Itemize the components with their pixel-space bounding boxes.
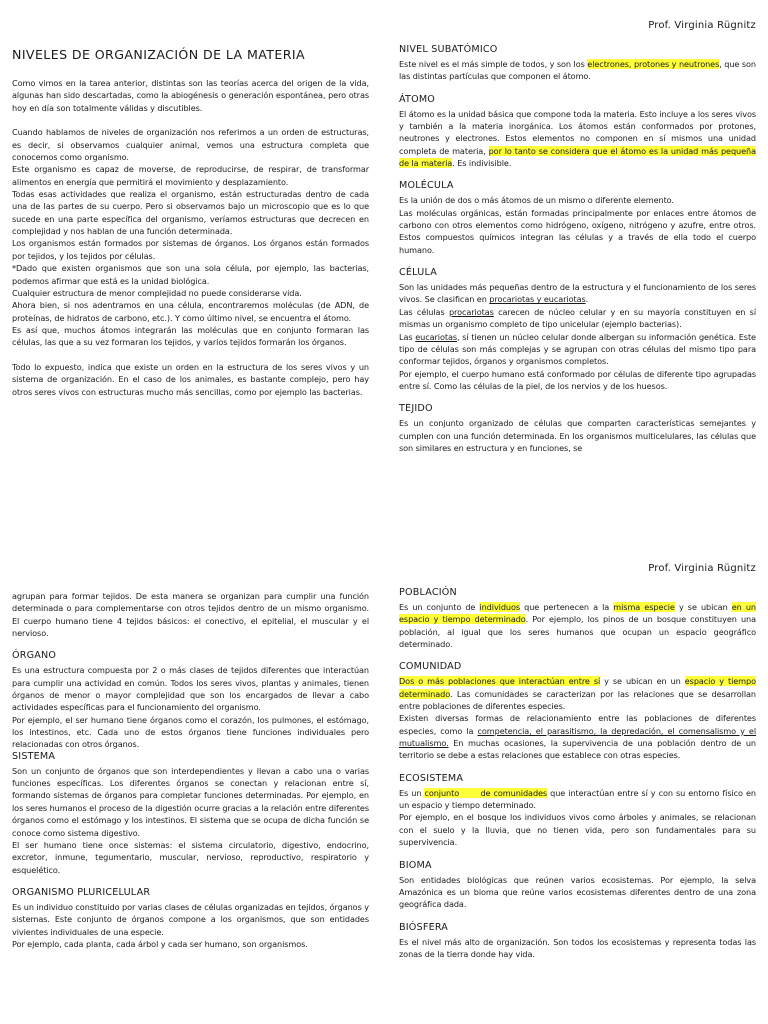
section-heading: MOLÉCULA (399, 180, 454, 192)
section-paragraph (399, 108, 756, 170)
intro-paragraph: Como vimos en la tarea anterior, distintas son las teorías acerca del origen de la vida, algunas han sido descartadas, como la abiogénesis o generación espontánea, pero otras hoy en día son totalmente válidas y discutibles. (12, 78, 369, 113)
right-column (399, 587, 756, 971)
text-run: Existen diversas formas de relacionamiento entre las poblaciones de diferentes especies, como la (399, 713, 756, 736)
text-run: Las (399, 331, 416, 342)
page-two (0, 555, 768, 1024)
text-run: . Es indivisible. (452, 158, 512, 169)
text-run: carecen de núcleo celular y en su mayoría constituyen en sí mismas un organismo completo de tipo unicelular (ejemplo bacterias). (399, 306, 756, 330)
section-paragraph (399, 787, 756, 812)
section-paragraph: agrupan para formar tejidos. De esta manera se organizan para cumplir una función determinada o para complementarse con otros tejidos dentro de un mismo organismo. El cuerpo humano tiene 4 tejidos básicos: el conectivo, el epitelial, el muscular y el nervioso. (12, 591, 369, 639)
highlighted-text: misma especie (613, 602, 675, 612)
left-column (12, 590, 369, 961)
section-paragraph: Por ejemplo, el ser humano tiene órganos como el corazón, los pulmones, el estómago, los intestinos, etc. Cada uno de estos órganos tiene funciones individuales pero relacionadas con otros órganos. (12, 714, 369, 750)
section-paragraph (399, 712, 756, 761)
section-paragraph: Por ejemplo, cada planta, cada árbol y cada ser humano, son organismos. (12, 938, 308, 949)
intro-paragraph: Todas esas actividades que realiza el organismo, están estructuradas dentro de cada una de las partes de su cuerpo. Pero si observamos bajo un microscopio que es lo que sucede en una parte específica del organismo, veríamos estructuras que decrecen en complejidad y nos hablan de una función determinada. (12, 189, 369, 237)
highlighted-text: conjunto de comunidades (424, 787, 548, 798)
underlined-text: competencia, el parasitismo, la depredación, el comensalismo y el mutualismo. (399, 725, 757, 749)
text-run: que interactúan entre sí y con su entorno físico en un espacio y tiempo determinado. (399, 787, 756, 811)
section-sistema (12, 751, 369, 876)
text-run: En muchas ocasiones, la supervivencia de una población dentro de un territorio se debe a estas relaciones que establece con otras especies. (399, 738, 756, 761)
section-heading: ÓRGANO (12, 650, 57, 662)
highlighted-text: individuos (479, 602, 521, 612)
text-run: . Las comunidades se caracterizan por las relaciones que se desarrollan entre poblaciones de diferentes especies. (399, 688, 756, 712)
text-run: , sí tienen un núcleo celular donde albergan su información genética. Este tipo de células son más complejas y se agrupan con otras células del mismo tipo para conformar tejidos, órganos y organismos completos. (399, 331, 756, 367)
text-run: Es un (399, 787, 425, 798)
underlined-text: procariotas (448, 306, 494, 317)
intro-paragraph: Cualquier estructura de menor complejidad no puede considerarse vida. (12, 287, 302, 298)
section-paragraph (399, 675, 756, 712)
page-title: NIVELES DE ORGANIZACIÓN DE LA MATERIA (12, 47, 305, 62)
section-paragraph: El ser humano tiene once sistemas: el sistema circulatorio, digestivo, endocrino, excretor, inmune, tegumentario, muscular, nervioso, reproductivo, respiratorio y esquelético. (12, 839, 369, 875)
section-paragraph (399, 58, 756, 83)
section-comunidad (399, 661, 756, 761)
section-organo (12, 650, 369, 750)
section-ecosistema (399, 773, 756, 849)
section-paragraph (399, 601, 756, 650)
intro-paragraph: Es así que, muchos átomos integrarán las moléculas que en conjunto formaran las células, las que a su vez formaran los tejidos, y varios tejidos formarán los órganos. (12, 324, 369, 348)
intro-paragraph: Todo lo expuesto, indica que existe un orden en la estructura de los seres vivos y un sistema de organización. En el caso de los animales, es bastante complejo, pero hay otros seres vivos con estructuras mucho más sencillas, como por ejemplo las bacterias. (12, 361, 369, 397)
section-paragraph: Es una estructura compuesta por 2 o más clases de tejidos diferentes que interactúan para cumplir una actividad en común. Todos los seres vivos, plantas y animales, tienen órganos de menor o mayor complejidad que son los encargados de llevar a cabo actividades específicas para el funcionamiento del organismo. (12, 665, 369, 713)
author-header: Prof. Virginia Rügnitz (648, 20, 756, 31)
underlined-text: procariotas y eucariotas (489, 294, 586, 305)
section-tejido (399, 403, 756, 454)
section-heading: BIOMA (399, 859, 432, 871)
text-run: El átomo es la unidad básica que compone toda la materia. Esto incluye a los seres vivos y también a la materia inorgánica. Los átomos están conformados por protones, neutrones y electrones. Estos elementos no componen en sí mismos una unidad completa de materia, (399, 108, 756, 156)
highlighted-text: Dos o más poblaciones que interactúan entre sí (399, 676, 601, 687)
intro-paragraph: Ahora bien, si nos adentramos en una célula, encontraremos moléculas (de ADN, de proteínas, de hidratos de carbono, etc.). Y como último nivel, se encuentra el átomo. (12, 300, 369, 323)
section-heading: ORGANISMO PLURICELULAR (12, 886, 151, 898)
section-heading: TEJIDO (399, 403, 433, 415)
section-paragraph: Son entidades biológicas que reúnen varios ecosistemas. Por ejemplo, la selva Amazónica es un bioma que reúne varios ecosistemas diferentes dentro de una zona geográfica dada. (399, 874, 756, 910)
section-heading: ÁTOMO (399, 93, 436, 105)
section-heading: POBLACIÓN (399, 587, 457, 598)
author-header: Prof. Virginia Rügnitz (648, 563, 756, 574)
section-celula (399, 267, 756, 392)
intro-paragraph: *Dado que existen organismos que son una sola célula, por ejemplo, las bacterias, podemos afirmar que está es la unidad biológica. (12, 263, 369, 286)
intro-paragraph: Los organismos están formados por sistemas de órganos. Los órganos están formados por tejidos, y los tejidos por células. (12, 238, 369, 261)
section-nivel-subatomico (399, 44, 756, 83)
section-heading: CÉLULA (399, 267, 437, 279)
text-run: Este nivel es el más simple de todos, y son los (399, 59, 588, 69)
section-paragraph: Es la unión de dos o más átomos de un mismo o diferente elemento. (399, 195, 674, 206)
section-tejido-continued (12, 590, 369, 639)
section-heading: SISTEMA (12, 750, 56, 762)
section-organismo (12, 887, 369, 950)
section-molecula (399, 180, 756, 256)
intro-paragraph: Este organismo es capaz de moverse, de reproducirse, de respirar, de transformar alimentos en energía que permitirá el movimiento y desplazamiento. (12, 164, 369, 187)
text-run: , que son las distintas partículas que componen el átomo. (399, 59, 756, 82)
underlined-text: eucariotas (415, 331, 458, 342)
section-paragraph (399, 281, 756, 306)
left-column (12, 47, 369, 398)
section-heading: BIÓSFERA (399, 921, 449, 933)
text-run: . Por ejemplo, los pinos de un bosque constituyen una población, al igual que los seres humanos que ocupan un espacio geográfico determinado. (399, 614, 756, 650)
text-run: Es un conjunto de (399, 602, 480, 612)
highlighted-text: espacio y tiempo determinado (399, 676, 756, 699)
section-poblacion (399, 587, 756, 650)
section-paragraph: Son un conjunto de órganos que son interdependientes y llevan a cabo una o varias funciones específicas. Los diferentes órganos se conectan y relacionan entre sí, formando sistemas de órganos para completar funciones determinadas. Por ejemplo, en los seres humanos el proceso de la digestión ocurre gracias a la relación entre diferentes órganos como el estómago y los intestinos. El sistema que se ocupa de dicha función se conoce como sistema digestivo. (12, 765, 369, 838)
section-bioma (399, 860, 756, 911)
section-biosfera (399, 922, 756, 961)
section-paragraph: Es un conjunto organizado de células que comparten características semejantes y cumplen con una función determinada. En los organismos multicelulares, las células que son similares en estructura y en funciones, se (399, 418, 756, 453)
right-column (399, 44, 756, 465)
section-heading: COMUNIDAD (399, 661, 462, 673)
text-run: y se ubican en un (600, 676, 685, 687)
highlighted-text: en un espacio y tiempo determinado (399, 602, 757, 625)
text-run: y se ubican (674, 602, 732, 612)
text-run: que pertenecen a la (520, 602, 614, 612)
section-paragraph: Las moléculas orgánicas, están formadas principalmente por enlaces entre átomos de carbono con otros elementos como hidrógeno, oxígeno, nitrógeno y azufre, entre otros. Estos compuestos químicos integran las células y a través de ella todo el cuerpo humano. (399, 207, 756, 255)
text-run: . (585, 294, 589, 305)
section-heading: NIVEL SUBATÓMICO (399, 44, 498, 55)
highlighted-text: electrones, protones y neutrones (587, 59, 720, 69)
section-paragraph (399, 306, 756, 331)
section-paragraph (399, 331, 756, 368)
intro-paragraph: Cuando hablamos de niveles de organización nos referimos a un orden de estructuras, es decir, si observamos cualquier animal, vemos una estructura completa que conocemos como organismo. (12, 127, 369, 163)
section-paragraph: Es el nivel más alto de organización. Son todos los ecosistemas y representa todas las zonas de la tierra donde hay vida. (399, 936, 756, 959)
section-paragraph: Por ejemplo, en el bosque los individuos vivos como árboles y animales, se relacionan con el suelo y la lluvia, que no tienen vida, pero son fundamentales para su supervivencia. (399, 812, 756, 848)
section-paragraph: Por ejemplo, el cuerpo humano está conformado por células de diferente tipo agrupadas entre sí. Como las células de la piel, de los nervios y de los huesos. (399, 368, 756, 391)
highlighted-text: por lo tanto se considera que el átomo es la unidad más pequeña de la materia (399, 145, 756, 169)
text-run: Son las unidades más pequeñas dentro de la estructura y el funcionamiento de los seres vivos. Se clasifican en (399, 282, 756, 305)
section-paragraph: Es un individuo constituido por varias clases de células organizadas en tejidos, órganos y sistemas. Este conjunto de órganos compone a los organismos, que son entidades vivientes individuales de una especie. (12, 901, 369, 937)
text-run: Las células (399, 306, 449, 317)
section-atomo (399, 94, 756, 170)
section-heading: ECOSISTEMA (399, 772, 464, 784)
